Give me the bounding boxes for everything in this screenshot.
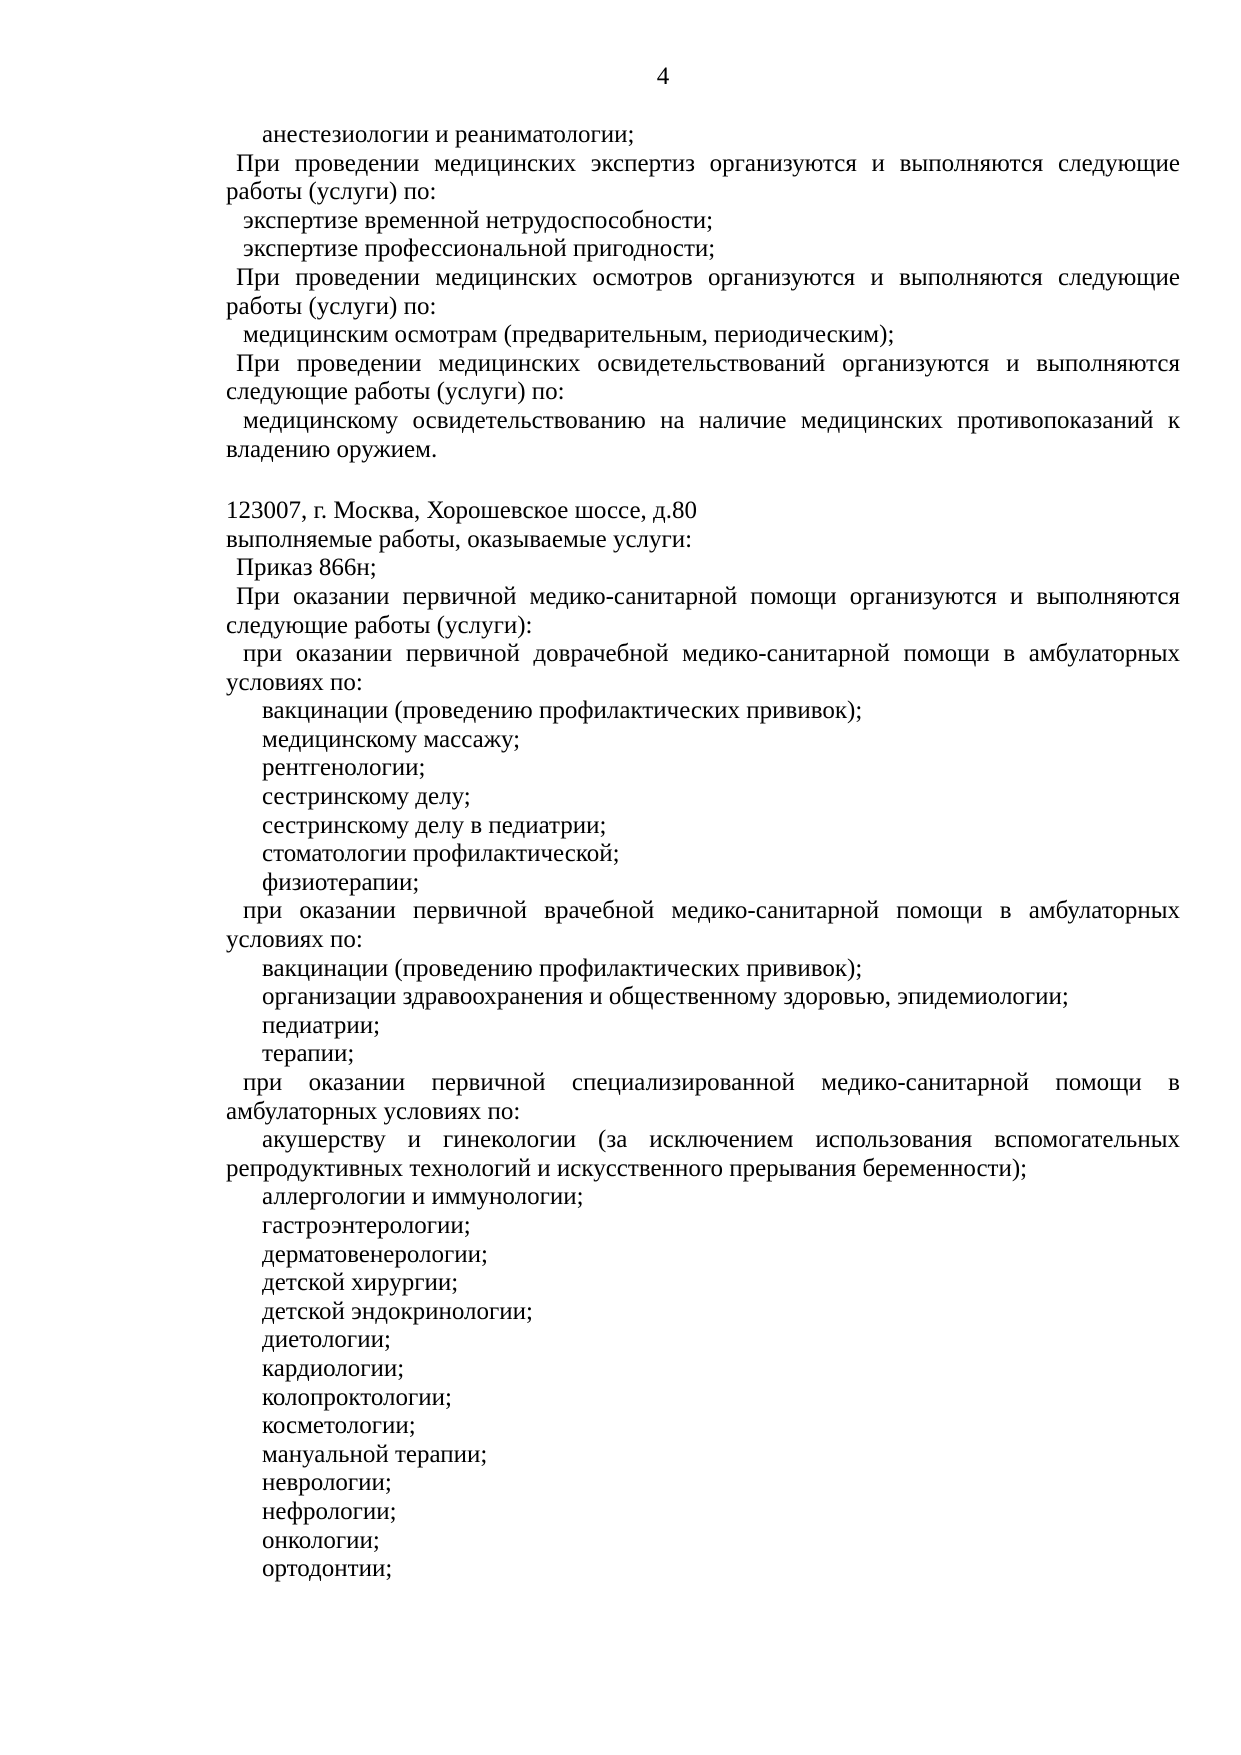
paragraph: при оказании первичной специализированной медико-санитарной помощи в амбулаторных условиях по: — [226, 1069, 1180, 1125]
paragraph: анестезиологии и реаниматологии; — [262, 121, 635, 148]
paragraph: ортодонтии; — [262, 1555, 393, 1583]
paragraph: неврологии; — [262, 1469, 392, 1497]
paragraph: медицинскому массажу; — [262, 725, 521, 753]
paragraph: физиотерапии; — [262, 868, 420, 896]
paragraph: организации здравоохранения и общественному здоровью, эпидемиологии; — [262, 983, 1069, 1011]
paragraph: При проведении медицинских экспертиз организуются и выполняются следующие работы (услуги) по: — [226, 149, 1180, 206]
paragraph: при оказании первичной врачебной медико-санитарной помощи в амбулаторных условиях по: — [226, 897, 1180, 954]
paragraph: При оказании первичной медико-санитарной помощи организуются и выполняются следующие работы (услуги): — [226, 582, 1180, 639]
paragraph: вакцинации (проведению профилактических прививок); — [262, 954, 863, 982]
paragraph: При проведении медицинских осмотров организуются и выполняются следующие работы (услуги) по: — [226, 263, 1180, 320]
paragraph: детской эндокринологии; — [262, 1297, 533, 1325]
paragraph: Приказ 866н; — [236, 554, 377, 582]
paragraph: мануальной терапии; — [262, 1440, 488, 1468]
paragraph: при оказании первичной доврачебной медико-санитарной помощи в амбулаторных условиях по: — [226, 640, 1180, 696]
paragraph: экспертизе профессиональной пригодности; — [243, 235, 716, 263]
paragraph: детской хирургии; — [262, 1269, 459, 1297]
paragraph: сестринскому делу; — [262, 783, 471, 811]
paragraph: педиатрии; — [262, 1011, 381, 1039]
paragraph: гастроэнтерологии; — [262, 1211, 471, 1239]
document-body — [226, 121, 1180, 1584]
paragraph: терапии; — [262, 1040, 355, 1068]
paragraph: диетологии; — [262, 1326, 391, 1354]
paragraph: аллергологии и иммунологии; — [262, 1183, 584, 1211]
paragraph: выполняемые работы, оказываемые услуги: — [226, 525, 693, 553]
paragraph: акушерству и гинекологии (за исключением использования вспомогательных репродуктивных технологий и искусственного прерывания беременности); — [226, 1126, 1180, 1182]
paragraph: дерматовенерологии; — [262, 1240, 488, 1268]
paragraph: онкологии; — [262, 1526, 380, 1554]
paragraph: нефрологии; — [262, 1497, 397, 1525]
paragraph: сестринскому делу в педиатрии; — [262, 811, 607, 839]
paragraph: стоматологии профилактической; — [262, 840, 620, 868]
paragraph: При проведении медицинских освидетельствований организуются и выполняются следующие работы (услуги) по: — [226, 349, 1180, 406]
page-number: 4 — [656, 63, 670, 90]
paragraph: колопроктологии; — [262, 1383, 452, 1411]
paragraph: вакцинации (проведению профилактических прививок); — [262, 697, 863, 725]
paragraph: рентгенологии; — [262, 754, 426, 782]
paragraph: медицинскому освидетельствованию на наличие медицинских противопоказаний к владению оружием. — [226, 406, 1180, 463]
paragraph: косметологии; — [262, 1412, 416, 1440]
paragraph: медицинским осмотрам (предварительным, периодическим); — [243, 321, 895, 349]
paragraph: 123007, г. Москва, Хорошевское шоссе, д.80 — [226, 497, 698, 525]
paragraph: экспертизе временной нетрудоспособности; — [243, 206, 714, 234]
paragraph: кардиологии; — [262, 1354, 405, 1382]
